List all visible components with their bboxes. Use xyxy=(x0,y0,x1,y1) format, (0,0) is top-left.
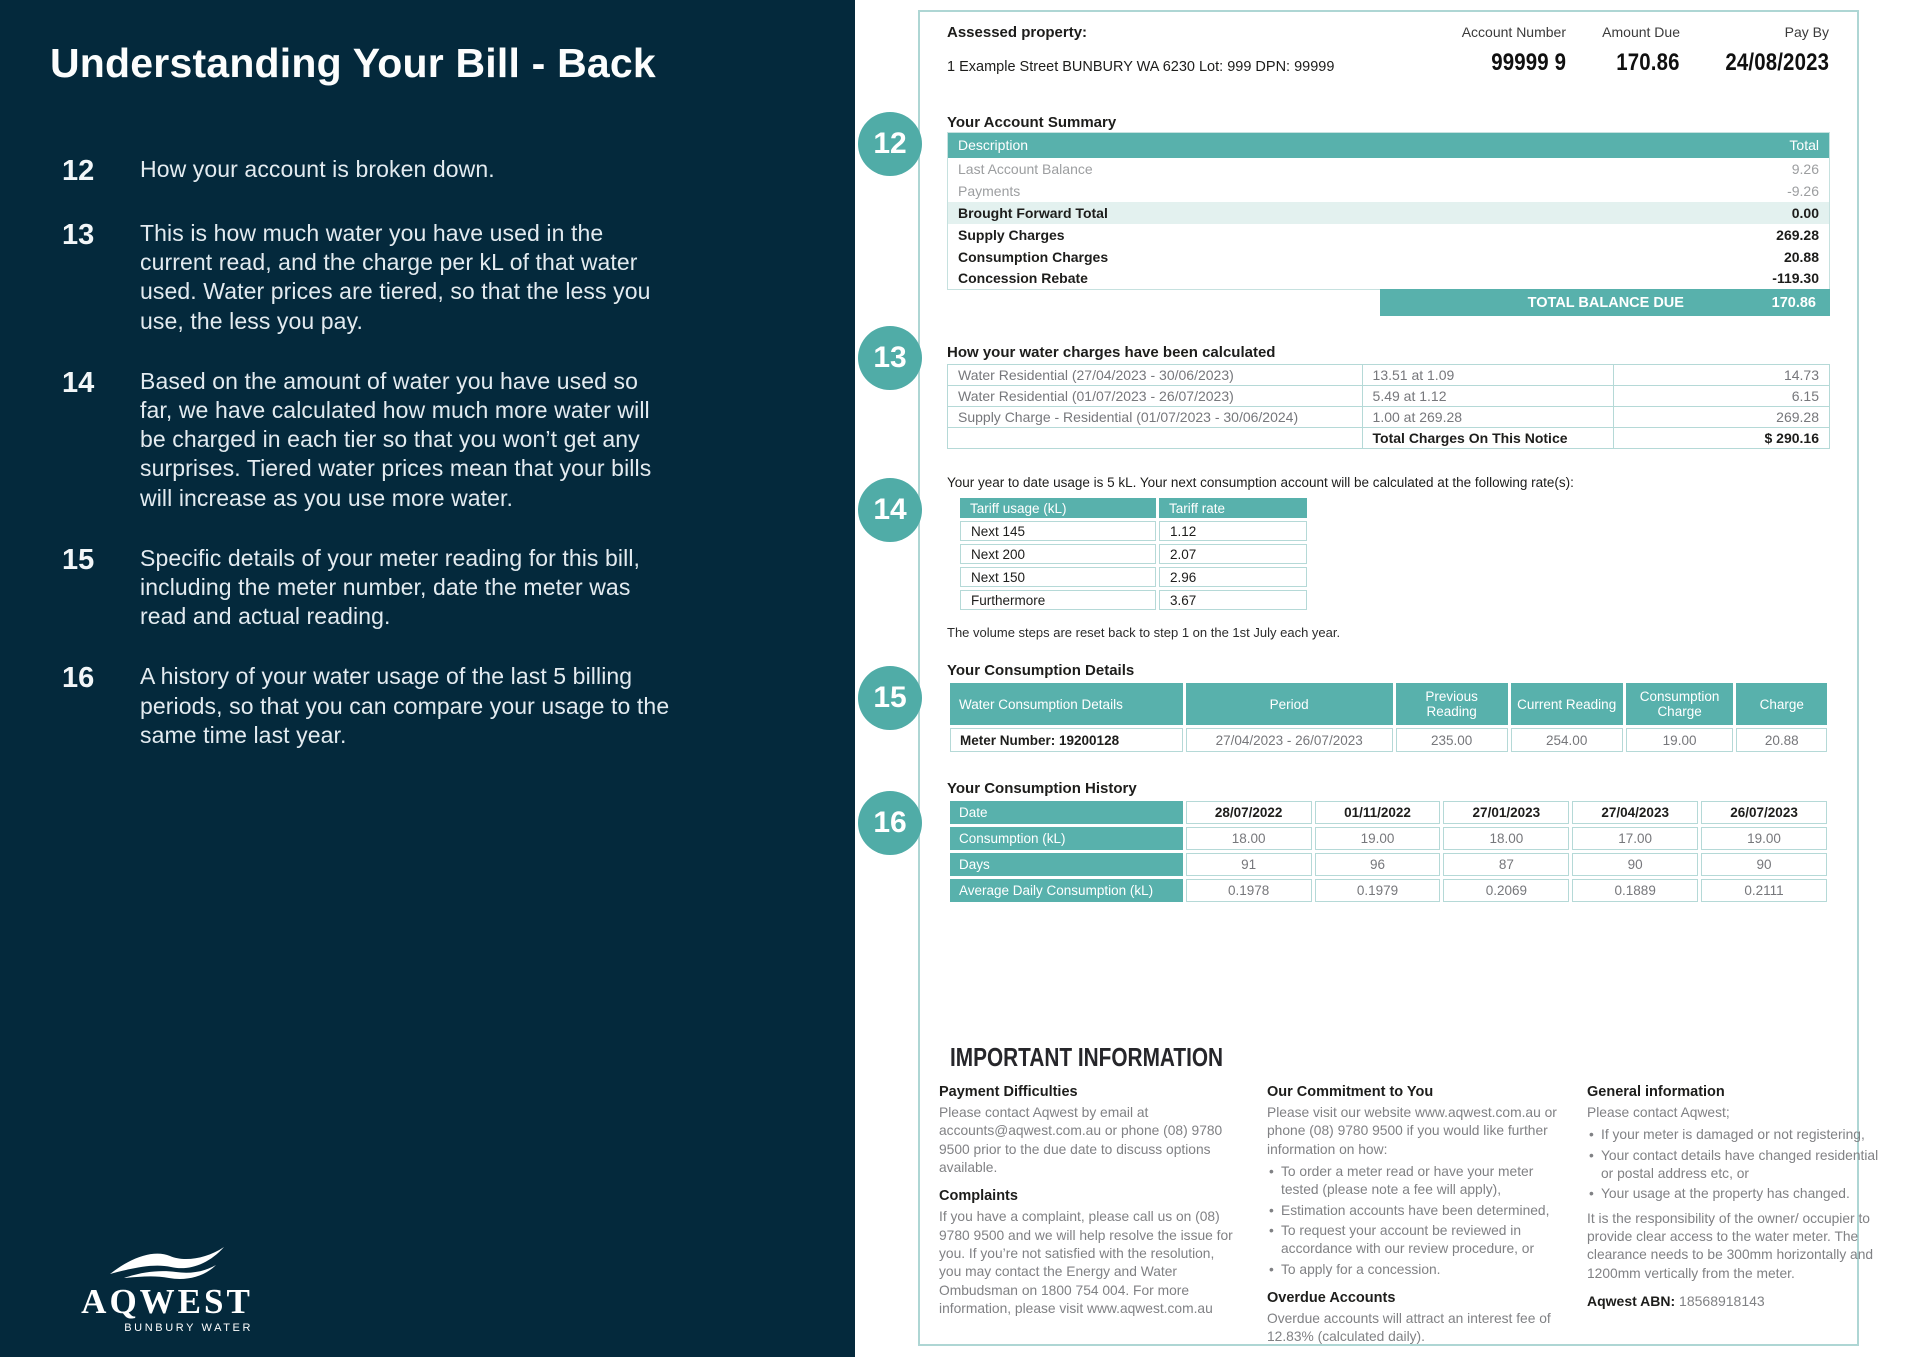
badge-12: 12 xyxy=(858,112,922,176)
item-text: Based on the amount of water you have used so far, we have calculated how much more water will be charged in each tier so that you won’t get any surprises. Tiered water prices mean that your bills will increase as you use more water. xyxy=(140,367,652,511)
history-value: 90 xyxy=(1701,853,1827,876)
column-header-tariff-usage: Tariff usage (kL) xyxy=(960,498,1156,518)
list-item xyxy=(62,367,670,513)
aqwest-logo xyxy=(78,1244,256,1334)
payment-difficulties-text: Please contact Aqwest by email at accounts@aqwest.com.au or phone (08) 9780 9500 prior to the due date to discuss options available. xyxy=(939,1105,1223,1176)
table-row xyxy=(950,853,1827,876)
list-item xyxy=(62,155,670,188)
logo-wordmark: AQWEST xyxy=(81,1282,253,1321)
row-label: Concession Rebate xyxy=(958,270,1088,287)
abn-label: Aqwest ABN: xyxy=(1587,1293,1676,1310)
consumption-details-table xyxy=(947,680,1830,755)
column-header: Charge xyxy=(1736,683,1827,725)
amount-due-value: 170.86 xyxy=(1616,49,1680,76)
overdue-accounts-heading: Overdue Accounts xyxy=(1267,1290,1396,1307)
item-text: A history of your water usage of the last 5 billing periods, so that you can compare your usage to the same time last year. xyxy=(140,663,670,748)
page-title: Understanding Your Bill - Back xyxy=(50,40,656,86)
overdue-accounts-text: Overdue accounts will attract an interest fee of 12.83% (calculated daily). xyxy=(1267,1311,1551,1345)
pay-by-label: Pay By xyxy=(1784,24,1829,40)
item-text: Specific details of your meter reading for this bill, including the meter number, date the meter was read and actual reading. xyxy=(140,544,641,630)
account-number-value: 99999 9 xyxy=(1491,49,1566,76)
pay-by-value: 24/08/2023 xyxy=(1725,49,1829,76)
table-row xyxy=(950,801,1827,824)
complaints-heading: Complaints xyxy=(939,1188,1018,1205)
charge-calc: 1.00 at 269.28 xyxy=(1362,407,1613,428)
history-value: 18.00 xyxy=(1186,827,1312,850)
list-item xyxy=(62,544,670,632)
tariff-footnote: The volume steps are reset back to step 1 on the 1st July each year. xyxy=(947,625,1341,640)
account-number-block xyxy=(1462,24,1566,77)
charge: 20.88 xyxy=(1736,728,1827,752)
item-number: 15 xyxy=(62,543,95,576)
row-label: Average Daily Consumption (kL) xyxy=(950,879,1183,902)
history-value: 01/11/2022 xyxy=(1315,801,1441,824)
period: 27/04/2023 - 26/07/2023 xyxy=(1186,728,1393,752)
charge-amount: 14.73 xyxy=(1613,365,1829,386)
general-information-bullet-list xyxy=(1587,1126,1881,1203)
logo-tagline: BUNBURY WATER xyxy=(124,1322,253,1334)
tariff-rate: 2.07 xyxy=(1159,544,1307,564)
total-balance-due-value: 170.86 xyxy=(1771,294,1816,311)
history-value: 96 xyxy=(1315,853,1441,876)
total-balance-due-label: TOTAL BALANCE DUE xyxy=(1527,294,1684,311)
charge-calc: 13.51 at 1.09 xyxy=(1362,365,1613,386)
bullet-item: • Estimation accounts have been determined, xyxy=(1267,1202,1561,1220)
important-info-column-1 xyxy=(939,1084,1233,1322)
row-value: 9.26 xyxy=(1791,160,1819,177)
tariff-usage: Furthermore xyxy=(960,590,1156,610)
tariff-usage: Next 150 xyxy=(960,567,1156,587)
history-value: 0.1979 xyxy=(1315,879,1441,902)
pay-by-block xyxy=(1707,24,1829,77)
row-label: Date xyxy=(950,801,1183,824)
bullet-item: • Your usage at the property has changed. xyxy=(1587,1185,1881,1203)
history-value: 28/07/2022 xyxy=(1186,801,1312,824)
table-row xyxy=(950,827,1827,850)
row-label: Brought Forward Total xyxy=(948,202,1581,224)
table-row xyxy=(960,567,1307,587)
meter-access-text: It is the responsibility of the owner/ occupier to provide clear access to the water meter. The clearance needs to be 300mm horizontally and 1200mm vertically from the meter. xyxy=(1587,1210,1874,1281)
history-value: 27/01/2023 xyxy=(1443,801,1569,824)
list-item xyxy=(62,662,670,750)
history-value: 19.00 xyxy=(1315,827,1441,850)
history-value: 26/07/2023 xyxy=(1701,801,1827,824)
total-charges-value: $ 290.16 xyxy=(1613,428,1829,449)
column-header-description: Description xyxy=(948,133,1581,158)
charge-amount: 6.15 xyxy=(1613,386,1829,407)
tariff-usage: Next 200 xyxy=(960,544,1156,564)
account-summary-table xyxy=(947,132,1830,290)
history-value: 0.2111 xyxy=(1701,879,1827,902)
item-number: 12 xyxy=(62,155,95,187)
row-label: Last Account Balance xyxy=(958,160,1093,177)
table-row xyxy=(948,365,1830,386)
column-header-total: Total xyxy=(1580,133,1829,158)
history-value: 18.00 xyxy=(1443,827,1569,850)
table-row xyxy=(948,407,1830,428)
table-row xyxy=(948,224,1830,246)
bullet-item: • To request your account be reviewed in accordance with our review procedure, or xyxy=(1267,1222,1561,1259)
list-item xyxy=(62,219,670,336)
abn-value: 18568918143 xyxy=(1679,1293,1765,1310)
column-header: Water Consumption Details xyxy=(950,683,1183,725)
tariff-table xyxy=(957,495,1310,613)
row-label: Days xyxy=(950,853,1183,876)
charge-calc: 5.49 at 1.12 xyxy=(1362,386,1613,407)
row-value: 0.00 xyxy=(1580,202,1829,224)
column-header: Current Reading xyxy=(1511,683,1623,725)
amount-due-block xyxy=(1602,24,1680,77)
row-value: 20.88 xyxy=(1783,248,1819,265)
complaints-text: If you have a complaint, please call us on (08) 9780 9500 and we will help resolve the issue for you. If you’re not satisfied with the resolution, you may contact the Energy and Water Ombudsman on 1800 754 004. For more information, please visit www.aqwest.com.au xyxy=(939,1209,1233,1317)
explanation-list xyxy=(62,155,670,750)
bullet-item: • To order a meter read or have your meter tested (please note a fee will apply), xyxy=(1267,1163,1561,1200)
history-value: 87 xyxy=(1443,853,1569,876)
table-row xyxy=(960,590,1307,610)
badge-16: 16 xyxy=(858,791,922,855)
consumption-history-table xyxy=(947,798,1830,905)
badge-14: 14 xyxy=(858,478,922,542)
row-label: Consumption (kL) xyxy=(950,827,1183,850)
commitment-text: Please visit our website www.aqwest.com.au or phone (08) 9780 9500 if you would like further information on how: xyxy=(1267,1105,1557,1157)
tariff-rate: 1.12 xyxy=(1159,521,1307,541)
item-number: 14 xyxy=(62,366,95,399)
water-charges-title: How your water charges have been calculated xyxy=(947,344,1276,361)
table-row xyxy=(948,268,1830,290)
item-number: 16 xyxy=(62,662,95,695)
assessed-property-label: Assessed property: xyxy=(947,24,1088,41)
column-header: Consumption Charge xyxy=(1626,683,1734,725)
aqwest-wave-icon xyxy=(78,1244,256,1282)
history-value: 27/04/2023 xyxy=(1572,801,1698,824)
table-row xyxy=(950,879,1827,902)
table-row xyxy=(948,158,1830,180)
table-row xyxy=(960,544,1307,564)
row-label: Payments xyxy=(958,182,1021,199)
water-charges-table xyxy=(947,364,1830,449)
column-header: Previous Reading xyxy=(1396,683,1508,725)
total-charges-label: Total Charges On This Notice xyxy=(1362,428,1613,449)
consumption-history-title: Your Consumption History xyxy=(947,780,1137,797)
assessed-property-value: 1 Example Street BUNBURY WA 6230 Lot: 999 DPN: 99999 xyxy=(947,59,1335,75)
table-row xyxy=(948,202,1830,224)
history-value: 17.00 xyxy=(1572,827,1698,850)
bullet-item: • Your contact details have changed residential or postal address etc, or xyxy=(1587,1147,1881,1184)
total-balance-due-bar xyxy=(1380,289,1830,316)
history-value: 0.2069 xyxy=(1443,879,1569,902)
column-header-tariff-rate: Tariff rate xyxy=(1159,498,1307,518)
tariff-rate: 2.96 xyxy=(1159,567,1307,587)
account-number-label: Account Number xyxy=(1461,24,1566,40)
amount-due-label: Amount Due xyxy=(1602,24,1680,40)
table-row xyxy=(948,386,1830,407)
column-header: Period xyxy=(1186,683,1393,725)
history-value: 0.1978 xyxy=(1186,879,1312,902)
important-info-column-3 xyxy=(1587,1084,1881,1309)
table-row xyxy=(960,521,1307,541)
history-value: 91 xyxy=(1186,853,1312,876)
explanation-panel xyxy=(0,0,855,1357)
row-label: Consumption Charges xyxy=(958,248,1109,265)
bullet-item: • If your meter is damaged or not registering, xyxy=(1587,1126,1881,1144)
consumption-details-title: Your Consumption Details xyxy=(947,662,1135,679)
important-info-column-2 xyxy=(1267,1084,1561,1351)
sample-bill xyxy=(918,10,1879,1346)
charge-description: Water Residential (01/07/2023 - 26/07/2023) xyxy=(948,386,1363,407)
meter-number: Meter Number: 19200128 xyxy=(950,728,1183,752)
charge-description xyxy=(948,428,1363,449)
bullet-item: • To apply for a concession. xyxy=(1267,1261,1561,1279)
commitment-heading: Our Commitment to You xyxy=(1267,1084,1434,1100)
commitment-bullet-list xyxy=(1267,1163,1561,1279)
row-value: -119.30 xyxy=(1772,270,1819,287)
history-value: 0.1889 xyxy=(1572,879,1698,902)
charge-description: Supply Charge - Residential (01/07/2023 - 30/06/2024) xyxy=(948,407,1363,428)
table-row xyxy=(948,428,1830,449)
charge-description: Water Residential (27/04/2023 - 30/06/2023) xyxy=(948,365,1363,386)
table-row xyxy=(948,180,1830,202)
payment-difficulties-heading: Payment Difficulties xyxy=(939,1084,1078,1100)
previous-reading: 235.00 xyxy=(1396,728,1508,752)
charge-amount: 269.28 xyxy=(1613,407,1829,428)
history-value: 19.00 xyxy=(1701,827,1827,850)
abn-line xyxy=(1587,1293,1881,1309)
important-information-title: IMPORTANT INFORMATION xyxy=(950,1042,1224,1072)
current-reading: 254.00 xyxy=(1511,728,1623,752)
account-summary-title: Your Account Summary xyxy=(947,114,1117,131)
consumption-charge: 19.00 xyxy=(1626,728,1734,752)
row-value: 269.28 xyxy=(1776,226,1819,243)
item-text: This is how much water you have used in the current read, and the charge per kL of that water used. Water prices are tiered, so that the less you use, the less you pay. xyxy=(140,219,651,334)
history-value: 90 xyxy=(1572,853,1698,876)
row-value: -9.26 xyxy=(1787,182,1819,199)
tariff-rate: 3.67 xyxy=(1159,590,1307,610)
general-information-text: Please contact Aqwest; xyxy=(1587,1105,1730,1120)
badge-13: 13 xyxy=(858,326,922,390)
item-text: How your account is broken down. xyxy=(140,156,495,182)
badge-15: 15 xyxy=(858,666,922,730)
table-row xyxy=(948,246,1830,268)
tariff-usage: Next 145 xyxy=(960,521,1156,541)
row-label: Supply Charges xyxy=(958,226,1065,243)
item-number: 13 xyxy=(62,218,95,251)
general-information-heading: General information xyxy=(1587,1084,1725,1100)
table-row xyxy=(950,728,1827,752)
tariff-intro: Your year to date usage is 5 kL. Your next consumption account will be calculated at the following rate(s): xyxy=(947,475,1574,490)
